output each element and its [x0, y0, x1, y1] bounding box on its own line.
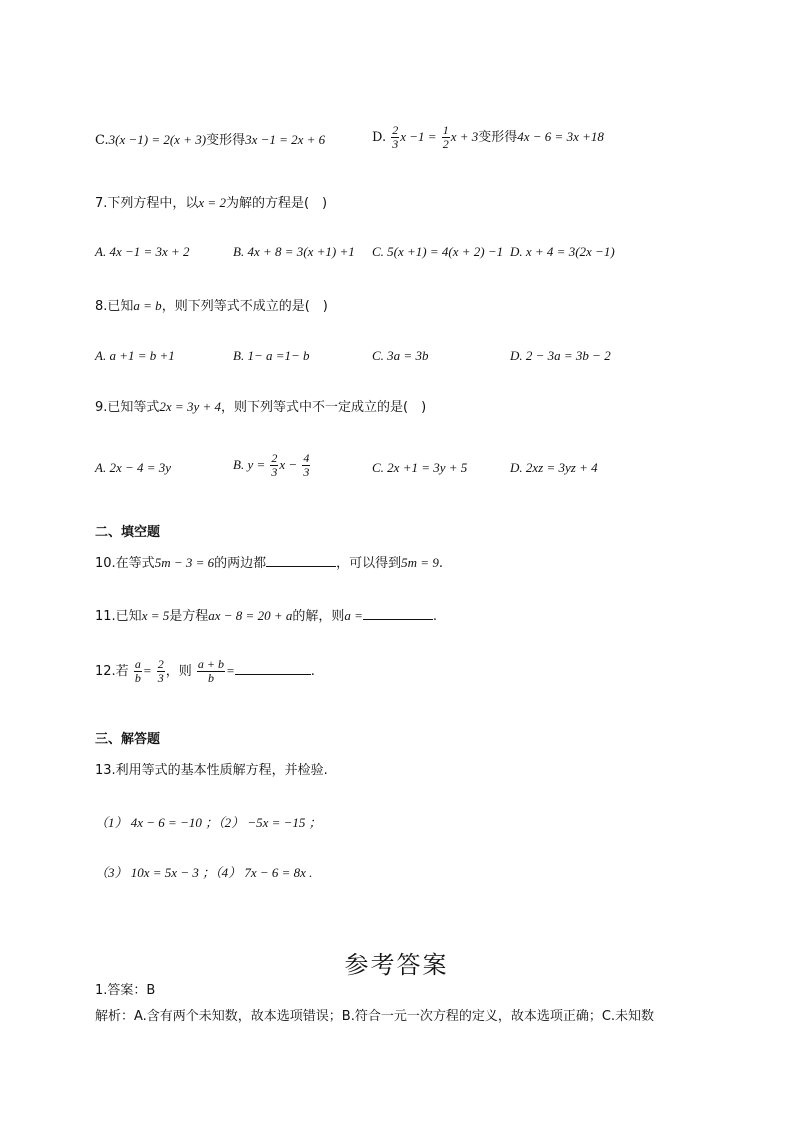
q8-option-d: D. 2 − 3a = 3b − 2 — [510, 348, 611, 363]
answers-title: 参考答案 — [344, 951, 449, 979]
q11-answer-blank[interactable] — [363, 607, 433, 620]
q7-option-a: A. 4x −1 = 3x + 2 — [95, 244, 190, 259]
q12-answer-blank[interactable] — [235, 662, 311, 675]
q10: 10.在等式5m − 3 = 6的两边都 ，可以得到5m = 9. — [95, 555, 443, 571]
q6-option-d: D. $\frac{2}{3}$ x −1 = $\frac{1}{2}$ x + 3变形得4x − 6 = 3x +18 — [372, 123, 604, 151]
q13-stem: 13.利用等式的基本性质解方程，并检验. — [95, 763, 328, 778]
answer-1-analysis: 解析：A.含有两个未知数，故本选项错误；B.符合一元一次方程的定义，故本选项正确；C.未知数 — [95, 1009, 655, 1024]
q9-stem: 9.已知等式2x = 3y + 4，则下列等式中不一定成立的是( ) — [95, 399, 427, 415]
q9-option-a: A. 2x − 4 = 3y — [95, 460, 172, 475]
q8-stem: 8.已知a = b，则下列等式不成立的是( ) — [95, 298, 328, 314]
q12: 12.若 $\frac{a}{b}$ = $\frac{2}{3}$ ，则 $\frac{a + b}{b}$ = . — [95, 657, 315, 685]
q11: 11.已知x = 5是方程ax − 8 = 20 + a的解，则a = . — [95, 608, 438, 624]
q13-parts-1-2: （1） 4x − 6 = −10 ；（2） −5x = −15 ； — [95, 815, 322, 830]
q8-option-b: B. 1− a =1− b — [233, 348, 310, 363]
q9-option-c: C. 2x +1 = 3y + 5 — [372, 460, 468, 475]
q9-option-b: B. y = $\frac{2}{3}$ x − $\frac{4}{3}$ — [233, 451, 310, 479]
answer-1: 1.答案：B — [95, 983, 156, 998]
q7-option-c: C. 5(x +1) = 4(x + 2) −1 — [372, 244, 504, 259]
q8-option-c: C. 3a = 3b — [372, 348, 429, 363]
q6-option-c: C.3(x −1) = 2(x + 3)变形得3x −1 = 2x + 6 — [95, 132, 326, 148]
q7-stem: 7.下列方程中，以x = 2为解的方程是( ) — [95, 195, 328, 211]
section-solve-heading: 三、解答题 — [95, 732, 161, 747]
q8-option-a: A. a +1 = b +1 — [95, 348, 175, 363]
q9-option-d: D. 2xz = 3yz + 4 — [510, 460, 598, 475]
section-fill-in-heading: 二、填空题 — [95, 525, 161, 540]
q13-parts-3-4: （3） 10x = 5x − 3 ；（4） 7x − 6 = 8x . — [95, 865, 313, 880]
q7-option-b: B. 4x + 8 = 3(x +1) +1 — [233, 244, 355, 259]
q10-answer-blank[interactable] — [266, 554, 336, 567]
q7-option-d: D. x + 4 = 3(2x −1) — [510, 244, 615, 259]
